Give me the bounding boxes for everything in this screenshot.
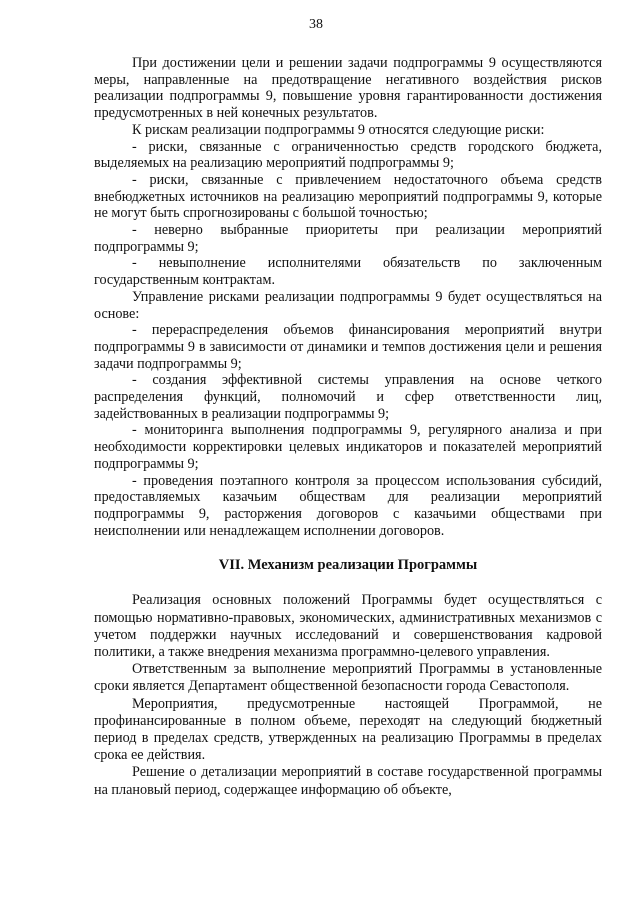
section-heading: VII. Механизм реализации Программы bbox=[218, 557, 478, 574]
paragraph: - проведения поэтапного контроля за процессом использования субсидий, предоставляемых казачьим обществам для реализации мероприятий подпрограммы 9, расторжения договоров с казачьими обществами при неисполнении или ненадлежащем исполнении договоров. bbox=[94, 472, 602, 539]
paragraph: - перераспределения объемов финансирования мероприятий внутри подпрограммы 9 в зависимости от динамики и темпов достижения цели и решения задачи подпрограммы 9; bbox=[94, 322, 602, 372]
body-text bbox=[94, 55, 602, 799]
paragraph: Реализация основных положений Программы будет осуществляться с помощью нормативно-правовых, экономических, административных механизмов с учетом поддержки научных исследований и совершенствования кадровой политики, а также внедрения механизма программно-целевого управления. bbox=[94, 592, 602, 660]
paragraph: К рискам реализации подпрограммы 9 относятся следующие риски: bbox=[132, 121, 545, 138]
paragraph: - мониторинга выполнения подпрограммы 9, регулярного анализа и при необходимости корректировки целевых индикаторов и показателей мероприятий подпрограммы 9; bbox=[94, 422, 602, 472]
paragraph: - создания эффективной системы управления на основе четкого распределения функций, полномочий и сфер ответственности лиц, задействованных в реализации подпрограммы 9; bbox=[94, 372, 602, 422]
paragraph: Решение о детализации мероприятий в составе государственной программы на плановый период, содержащее информацию об объекте, bbox=[94, 764, 602, 798]
paragraph: Мероприятия, предусмотренные настоящей Программой, не профинансированные в полном объеме, переходят на следующий бюджетный период в пределах средств, утвержденных на реализацию Программы в пределах срока ее действия. bbox=[94, 695, 602, 764]
paragraph: - риски, связанные с ограниченностью средств городского бюджета, выделяемых на реализацию мероприятий подпрограммы 9; bbox=[94, 138, 602, 172]
page-number: 38 bbox=[309, 17, 323, 32]
paragraph: Ответственным за выполнение мероприятий Программы в установленные сроки является Департамент общественной безопасности города Севастополя. bbox=[94, 661, 602, 695]
paragraph: При достижении цели и решении задачи подпрограммы 9 осуществляются меры, направленные на предотвращение негативного воздействия рисков реализации подпрограммы 9, повышение уровня гарантированности достижения предусмотренных в ней конечных результатов. bbox=[94, 55, 602, 122]
paragraph: Управление рисками реализации подпрограммы 9 будет осуществляться на основе: bbox=[94, 288, 602, 322]
paragraph: - неверно выбранные приоритеты при реализации мероприятий подпрограммы 9; bbox=[94, 222, 602, 255]
paragraph: - невыполнение исполнителями обязательств по заключенным государственным контрактам. bbox=[94, 255, 602, 289]
paragraph: - риски, связанные с привлечением недостаточного объема средств внебюджетных источников на реализацию мероприятий подпрограммы 9, которые не могут быть спрогнозированы с большой точностью; bbox=[94, 171, 602, 222]
